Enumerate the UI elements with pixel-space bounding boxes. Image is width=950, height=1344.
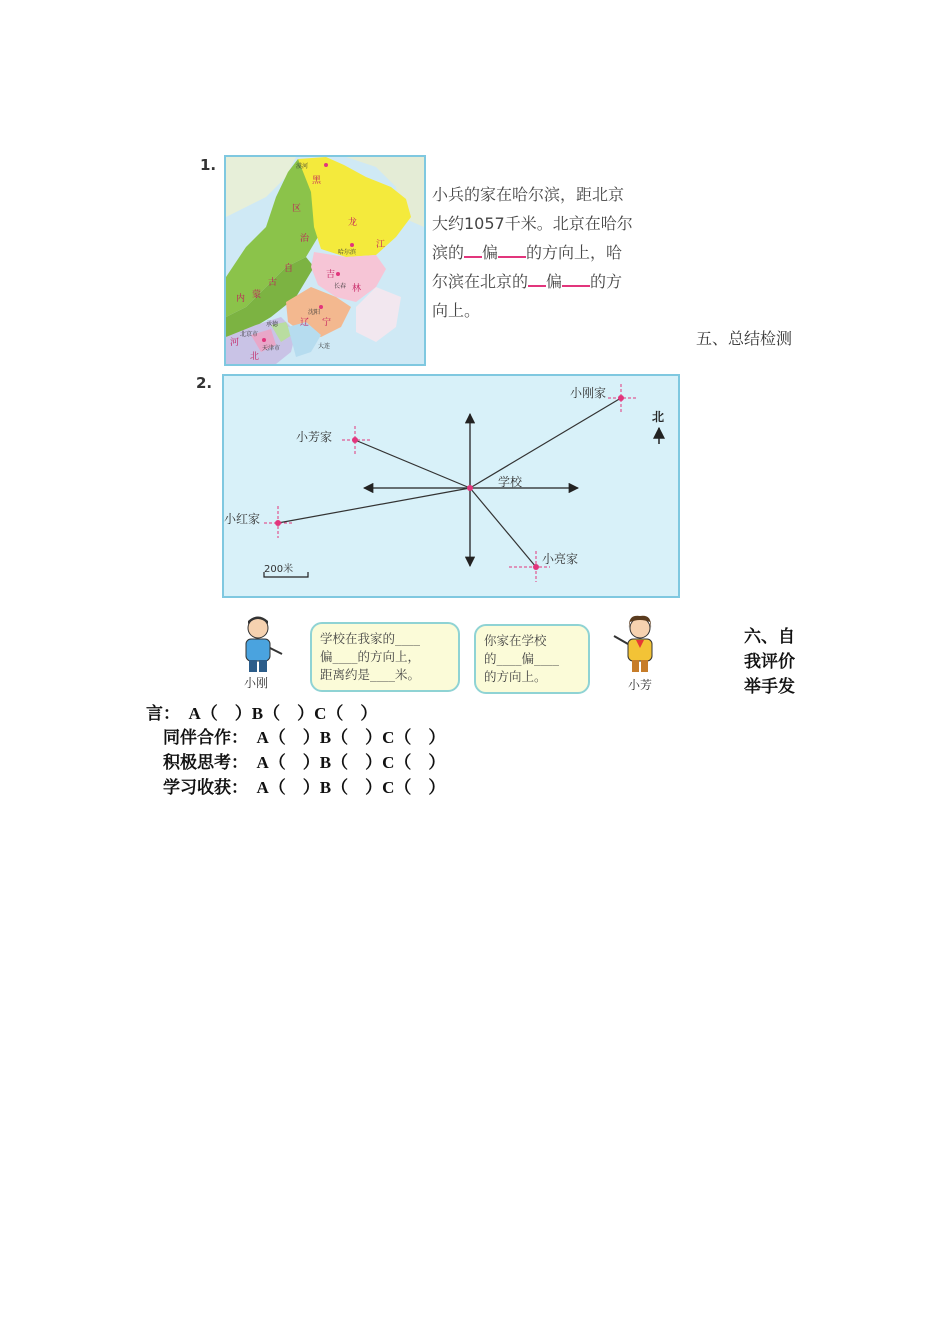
label-xiaogang-home: 小刚家 <box>570 386 607 400</box>
map-label-nei: 内 <box>236 294 246 304</box>
section-5-heading: 五、总结检测 <box>696 329 793 348</box>
q1-line-3-part-b: 的方向上，哈 <box>526 243 623 262</box>
section-6-line-3: 举手发 <box>744 677 795 696</box>
q1-line-2: 大约1057千米。北京在哈尔 <box>432 214 633 233</box>
map-label-jiang: 江 <box>376 240 386 250</box>
section-6-heading <box>744 624 795 699</box>
blank-direction-2a[interactable] <box>528 285 546 287</box>
map-label-mohe: 漠河 <box>296 163 309 170</box>
q1-line-4-part-a: 尔滨在北京的 <box>432 272 529 291</box>
scale-label: 200米 <box>264 564 294 575</box>
map-label-qu: 区 <box>292 204 302 214</box>
xiaogang-home-dot <box>618 395 624 401</box>
map-label-long: 龙 <box>348 218 358 228</box>
xiaogang-character <box>236 614 284 674</box>
label-xiaoliang-home: 小亮家 <box>542 552 579 566</box>
school-dot <box>467 485 473 491</box>
q1-line-4 <box>432 267 652 296</box>
bubble-left-line-1: 学校在我家的____ <box>320 631 421 646</box>
xiaofang-character <box>610 614 666 674</box>
q1-line-4-pian: 偏 <box>546 272 563 291</box>
section-6-line-1: 六、自 <box>744 627 795 646</box>
question-2-number: 2. <box>196 374 213 392</box>
label-north: 北 <box>652 410 665 424</box>
question-1-text <box>432 180 652 325</box>
section-6-line-2: 我评价 <box>744 652 795 671</box>
map-label-dalian: 大连 <box>318 343 331 350</box>
q1-line-5: 向上。 <box>432 301 481 320</box>
label-xiaohong-home: 小红家 <box>224 512 261 526</box>
q1-line-3-part-a: 滨的 <box>432 243 465 262</box>
direction-diagram <box>222 374 680 598</box>
map-label-hei: 黑 <box>312 176 322 186</box>
xiaofang-home-dot <box>352 437 358 443</box>
label-school: 学校 <box>498 475 523 489</box>
bubble-right-line-3: 的方向上。 <box>484 669 547 684</box>
map-label-meng: 蒙 <box>252 290 262 300</box>
map-label-gu: 古 <box>268 278 278 288</box>
map-label-ji: 吉 <box>326 270 336 280</box>
xiaohong-home-dot <box>275 520 281 526</box>
map-label-tianjin: 天津市 <box>262 345 281 352</box>
map-label-liao: 辽 <box>300 318 310 328</box>
xiaoliang-home-dot <box>533 564 539 570</box>
eval-row-cooperation: 同伴合作： A（ ）B（ ）C（ ） <box>163 728 446 747</box>
eval-row-gains: 学习收获： A（ ）B（ ）C（ ） <box>163 778 446 797</box>
speech-bubble-xiaogang <box>310 622 460 692</box>
blank-direction-1a[interactable] <box>464 256 482 258</box>
q1-line-3 <box>432 238 652 267</box>
q1-line-4-part-b: 的方 <box>590 272 623 291</box>
map-label-he: 河 <box>230 338 240 348</box>
bubble-right-line-1: 你家在学校 <box>484 633 547 648</box>
blank-direction-1b[interactable] <box>498 256 526 258</box>
map-label-changchun: 长春 <box>334 283 347 290</box>
question-1-number: 1. <box>200 156 217 174</box>
map-label-zhi: 治 <box>300 234 310 244</box>
northeast-china-map <box>224 155 426 366</box>
q1-line-3-pian: 偏 <box>482 243 499 262</box>
speech-bubble-xiaofang <box>474 624 590 694</box>
map-label-zi: 自 <box>284 264 294 274</box>
map-label-chengde: 承德 <box>266 321 279 328</box>
map-label-lin: 林 <box>352 284 362 294</box>
map-label-shenyang: 沈阳 <box>308 309 321 316</box>
q1-line-1: 小兵的家在哈尔滨，距北京 <box>432 185 625 204</box>
name-xiaogang: 小刚 <box>244 676 269 690</box>
bubble-left-line-2: 偏____的方向上， <box>320 649 421 664</box>
map-label-bei: 北 <box>250 352 260 362</box>
name-xiaofang: 小芳 <box>628 678 653 692</box>
label-xiaofang-home: 小芳家 <box>296 430 333 444</box>
bubble-right-line-2: 的____偏____ <box>484 651 560 666</box>
bubble-left-line-3: 距离约是____米。 <box>320 667 421 682</box>
eval-row-speaking: 言： A（ ）B（ ）C（ ） <box>146 704 378 723</box>
blank-direction-2b[interactable] <box>562 285 590 287</box>
map-label-beijing: 北京市 <box>240 331 259 338</box>
map-label-ning: 宁 <box>322 318 332 328</box>
map-label-harbin: 哈尔滨 <box>338 249 357 256</box>
eval-row-thinking: 积极思考： A（ ）B（ ）C（ ） <box>163 753 446 772</box>
